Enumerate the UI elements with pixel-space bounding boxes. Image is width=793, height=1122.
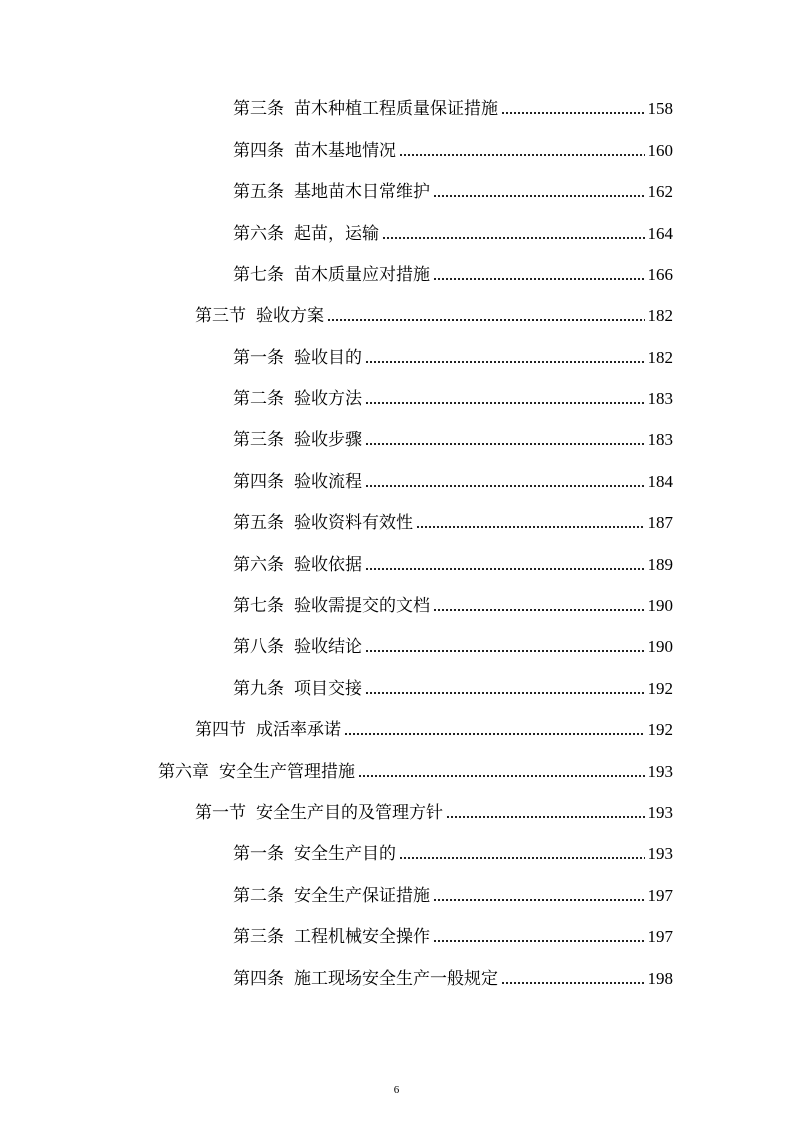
toc-entry-title: 验收目的 xyxy=(294,348,362,368)
toc-entry-page: 190 xyxy=(647,596,673,615)
dot-leader xyxy=(365,483,645,489)
toc-entry[interactable] xyxy=(233,180,673,204)
toc-entry[interactable] xyxy=(233,428,673,452)
toc-entry-title: 苗木质量应对措施 xyxy=(294,265,430,285)
toc-entry-title: 项目交接 xyxy=(294,679,362,699)
dot-leader xyxy=(399,152,645,158)
dot-leader xyxy=(344,731,645,737)
toc-entry-page: 198 xyxy=(647,969,673,988)
toc-entry[interactable] xyxy=(233,884,673,908)
dot-leader xyxy=(399,855,645,861)
toc-entry[interactable] xyxy=(233,594,673,618)
toc-entry-title: 安全生产保证措施 xyxy=(294,886,430,906)
toc-entry-label: 第三条 xyxy=(233,99,284,119)
toc-entry-title: 验收流程 xyxy=(294,472,362,492)
toc-entry[interactable] xyxy=(233,677,673,701)
toc-entry-label: 第四条 xyxy=(233,969,284,989)
dot-leader xyxy=(365,690,645,696)
toc-entry-label: 第一节 xyxy=(195,803,246,823)
dot-leader xyxy=(382,235,645,241)
toc-entry-label: 第四条 xyxy=(233,472,284,492)
toc-entry-label: 第九条 xyxy=(233,679,284,699)
toc-entry[interactable] xyxy=(195,718,673,742)
toc-entry-title: 验收结论 xyxy=(294,637,362,657)
toc-entry[interactable] xyxy=(233,470,673,494)
dot-leader xyxy=(365,566,645,572)
toc-entry-title: 验收方法 xyxy=(294,389,362,409)
toc-entry-page: 192 xyxy=(647,679,673,698)
toc-entry-label: 第五条 xyxy=(233,182,284,202)
toc-entry-title: 验收依据 xyxy=(294,555,362,575)
toc-entry-page: 183 xyxy=(647,389,673,408)
dot-leader xyxy=(365,359,645,365)
toc-entry[interactable] xyxy=(233,263,673,287)
toc-entry-page: 162 xyxy=(647,182,673,201)
toc-entry-label: 第七条 xyxy=(233,265,284,285)
toc-entry-title: 成活率承诺 xyxy=(256,720,341,740)
toc-entry[interactable] xyxy=(233,511,673,535)
toc-entry-page: 189 xyxy=(647,555,673,574)
toc-entry-title: 安全生产管理措施 xyxy=(219,762,355,782)
dot-leader xyxy=(501,110,645,116)
dot-leader xyxy=(446,814,645,820)
toc-entry-page: 160 xyxy=(647,141,673,160)
dot-leader xyxy=(365,648,645,654)
toc-entry[interactable] xyxy=(233,967,673,991)
toc-entry[interactable] xyxy=(233,139,673,163)
toc-entry-title: 验收资料有效性 xyxy=(294,513,413,533)
dot-leader xyxy=(433,607,645,613)
toc-entry-title: 验收步骤 xyxy=(294,430,362,450)
dot-leader xyxy=(433,897,645,903)
toc-entry-title: 苗木种植工程质量保证措施 xyxy=(294,99,498,119)
toc-entry[interactable] xyxy=(233,553,673,577)
toc-entry-label: 第五条 xyxy=(233,513,284,533)
toc-entry-page: 184 xyxy=(647,472,673,491)
toc-entry-page: 187 xyxy=(647,513,673,532)
toc-entry-page: 164 xyxy=(647,224,673,243)
toc-entry-page: 193 xyxy=(647,762,673,781)
toc-entry-title: 安全生产目的及管理方针 xyxy=(256,803,443,823)
toc-entry-title: 验收方案 xyxy=(256,306,324,326)
toc-entry[interactable] xyxy=(233,842,673,866)
toc-entry-page: 192 xyxy=(647,720,673,739)
dot-leader xyxy=(433,276,645,282)
toc-entry-page: 197 xyxy=(647,886,673,905)
dot-leader xyxy=(433,193,645,199)
toc-entry-page: 190 xyxy=(647,637,673,656)
toc-entry-label: 第三条 xyxy=(233,430,284,450)
toc-entry[interactable] xyxy=(158,760,673,784)
page-number: 6 xyxy=(393,1084,400,1096)
toc-entry-label: 第六条 xyxy=(233,224,284,244)
toc-entry[interactable] xyxy=(233,387,673,411)
toc-entry[interactable] xyxy=(233,346,673,370)
toc-entry-label: 第三条 xyxy=(233,927,284,947)
toc-entry-title: 基地苗木日常维护 xyxy=(294,182,430,202)
toc-entry[interactable] xyxy=(195,304,673,328)
dot-leader xyxy=(327,317,645,323)
toc-entry-label: 第六章 xyxy=(158,762,209,782)
dot-leader xyxy=(501,980,645,986)
toc-entry-page: 158 xyxy=(647,99,673,118)
toc-entry[interactable] xyxy=(233,925,673,949)
toc-entry-page: 183 xyxy=(647,430,673,449)
toc-entry-page: 193 xyxy=(647,844,673,863)
toc-entry-label: 第八条 xyxy=(233,637,284,657)
toc-entry-page: 182 xyxy=(647,348,673,367)
toc-entry-title: 验收需提交的文档 xyxy=(294,596,430,616)
toc-entry-page: 182 xyxy=(647,306,673,325)
dot-leader xyxy=(365,441,645,447)
toc-entry-label: 第六条 xyxy=(233,555,284,575)
toc-entry-label: 第三节 xyxy=(195,306,246,326)
toc-entry-page: 197 xyxy=(647,927,673,946)
toc-entry-title: 起苗，运输 xyxy=(294,224,379,244)
toc-entry-title: 苗木基地情况 xyxy=(294,141,396,161)
toc-entry-label: 第七条 xyxy=(233,596,284,616)
toc-entry-title: 施工现场安全生产一般规定 xyxy=(294,969,498,989)
toc-entry-label: 第四节 xyxy=(195,720,246,740)
toc-entry[interactable] xyxy=(195,801,673,825)
toc-entry-page: 193 xyxy=(647,803,673,822)
toc-entry[interactable] xyxy=(233,97,673,121)
toc-entry-label: 第四条 xyxy=(233,141,284,161)
toc-entry-title: 安全生产目的 xyxy=(294,844,396,864)
toc-entry-title: 工程机械安全操作 xyxy=(294,927,430,947)
dot-leader xyxy=(416,524,645,530)
toc-entry-label: 第二条 xyxy=(233,886,284,906)
toc-entry-page: 166 xyxy=(647,265,673,284)
toc-entry[interactable] xyxy=(233,222,673,246)
toc-entry-label: 第一条 xyxy=(233,844,284,864)
toc-entry-label: 第一条 xyxy=(233,348,284,368)
toc-entry-label: 第二条 xyxy=(233,389,284,409)
dot-leader xyxy=(365,400,645,406)
toc-entry[interactable] xyxy=(233,635,673,659)
dot-leader xyxy=(358,773,645,779)
dot-leader xyxy=(433,938,645,944)
